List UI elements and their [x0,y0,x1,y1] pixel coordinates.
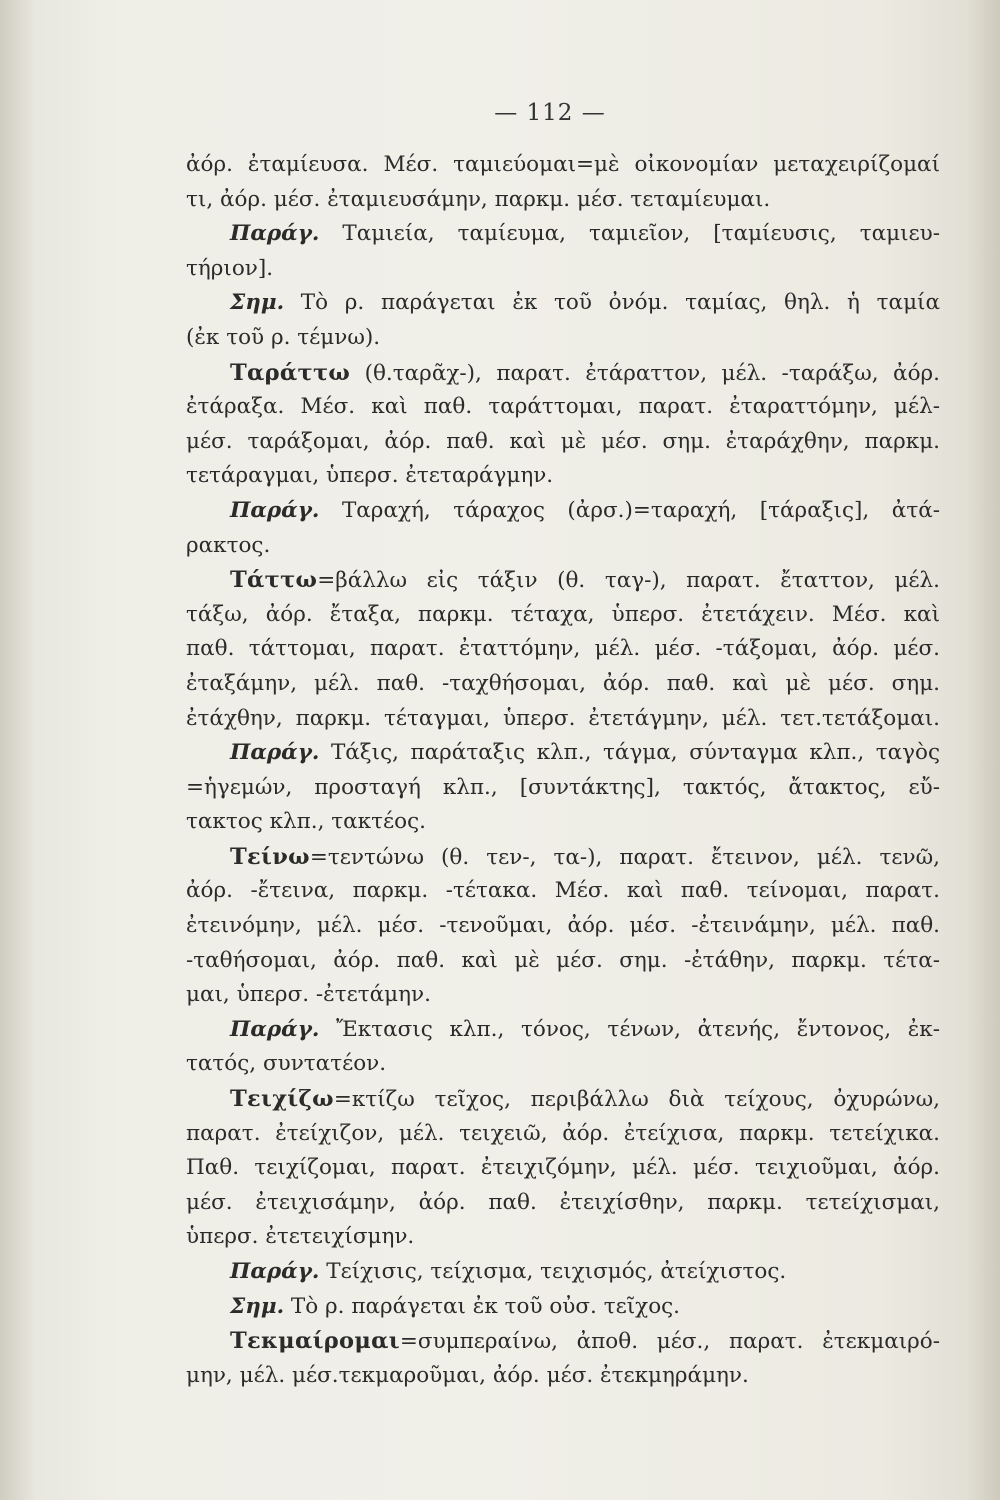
entry-headword: Τάττω [230,567,318,594]
line-text: =ἡγεμών, προσταγή κλπ., [συντάκτης], τακτός, ἄτακτος, εὔ- [186,774,940,800]
line-text: =κτίζω τεῖχος, περιβάλλω διὰ τείχους, ὀχυρώνω, [333,1087,940,1113]
text-line [186,252,940,287]
text-line [186,183,940,218]
body-text [186,148,940,1393]
section-label: Σημ. [230,290,285,316]
line-text: Ταμιεία, ταμίευμα, ταμιεῖον, [ταμίευσις, ταμιευ- [319,221,940,247]
section-label: Παράγ. [230,497,320,523]
text-line [186,736,940,771]
text-line [186,702,940,737]
line-text: ἐταξάμην, μέλ. παθ. -ταχθήσομαι, ἀόρ. παθ. καὶ μὲ μέσ. σημ. [186,670,940,696]
text-line [186,1013,940,1048]
text-line [186,356,940,391]
line-text: Τὸ ρ. παράγεται ἐκ τοῦ ὀνόμ. ταμίας, θηλ. ἡ ταμία [284,290,940,316]
line-text: Ἔκτασις κλπ., τόνος, τένων, ἀτενής, ἔντονος, ἐκ- [319,1016,940,1042]
text-line [186,598,940,633]
entry-headword: Τειχίζω [230,1086,334,1113]
entry-headword: Τείνω [230,843,310,870]
text-line [186,459,940,494]
section-label: Παράγ. [230,1259,320,1284]
text-line [186,1324,940,1359]
text-line [186,1117,940,1152]
line-text: (θ.ταρᾶχ-), παρατ. ἐτάραττον, μέλ. -ταράξω, ἀόρ. [350,360,940,386]
line-text: τετάραγμαι, ὑπερσ. ἐτεταράγμην. [186,463,554,489]
text-line [186,425,940,460]
text-line [186,217,940,252]
section-label: Παράγ. [230,1016,320,1042]
line-text: ἀόρ. -ἔτεινα, παρκμ. -τέτακα. Μέσ. καὶ παθ. τείνομαι, παρατ. [186,878,940,904]
line-text: =συμπεραίνω, ἀποθ. μέσ., παρατ. ἐτεκμαιρό- [399,1329,940,1355]
text-line [186,840,940,875]
line-text: παθ. τάττομαι, παρατ. ἐταττόμην, μέλ. μέσ. -τάξομαι, ἀόρ. μέσ. [186,636,940,662]
line-text: Τείχισις, τείχισμα, τειχισμός, ἀτείχιστος. [319,1259,787,1284]
text-line [186,909,940,944]
line-text: =βάλλω εἰς τάξιν (θ. ταγ-), παρατ. ἔταττον, μέλ. [317,568,940,594]
section-label: Παράγ. [230,740,320,766]
text-line [186,1220,940,1255]
text-line [186,1290,940,1325]
line-text: -ταθήσομαι, ἀόρ. παθ. καὶ μὲ μέσ. σημ. -ἐτάθην, παρκμ. τέτα- [186,947,940,973]
text-line [186,1359,940,1394]
line-text: (ἐκ τοῦ ρ. τέμνω). [186,324,381,350]
line-text: ρακτος. [186,532,271,558]
text-line [186,874,940,909]
text-line [186,321,940,356]
page-number: — 112 — [494,100,606,126]
entry-headword: Τεκμαίρομαι [230,1328,400,1355]
text-line [186,1082,940,1117]
page-edge-left [0,0,34,1500]
text-line [186,563,940,598]
text-line [186,944,940,979]
line-text: ἐτεινόμην, μέλ. μέσ. -τενοῦμαι, ἀόρ. μέσ. -ἐτεινάμην, μέλ. παθ. [186,913,940,939]
line-text: τήριον]. [186,255,274,281]
line-text: μέσ. ἐτειχισάμην, ἀόρ. παθ. ἐτειχίσθην, παρκμ. τετείχισμαι, [186,1189,940,1215]
line-text: ἀόρ. ἐταμίευσα. Μέσ. ταμιεύομαι=μὲ οἰκονομίαν μεταχειρίζομαί [186,152,940,177]
line-text: τάξω, ἀόρ. ἔταξα, παρκμ. τέταχα, ὑπερσ. ἐτετάχειν. Μέσ. καὶ [186,601,940,627]
section-label: Παράγ. [230,221,320,247]
line-text: παρατ. ἐτείχιζον, μέλ. τειχειῶ, ἀόρ. ἐτείχισα, παρκμ. τετείχικα. [186,1120,940,1146]
text-line [186,1255,940,1290]
line-text: ὑπερσ. ἐτετειχίσμην. [186,1224,415,1250]
text-line [186,1151,940,1186]
line-text: Ταραχή, τάραχος (ἀρσ.)=ταραχή, [τάραξις], ἀτά- [319,497,940,523]
line-text: Παθ. τειχίζομαι, παρατ. ἐτειχιζόμην, μέλ. μέσ. τειχιοῦμαι, ἀόρ. [186,1155,940,1181]
text-line [186,529,940,564]
text-line [186,494,940,529]
text-line [186,632,940,667]
text-line [186,1186,940,1221]
text-line [186,805,940,840]
line-text: μην, μέλ. μέσ.τεκμαροῦμαι, ἀόρ. μέσ. ἐτεκμηράμην. [186,1362,749,1388]
text-line [186,148,940,183]
entry-headword: Ταράττω [230,359,351,386]
line-text: ἐτάχθην, παρκμ. τέταγμαι, ὑπερσ. ἐτετάγμην, μέλ. τετ.τετάξομαι. [186,705,940,731]
line-text: Τάξις, παράταξις κλπ., τάγμα, σύνταγμα κλπ., ταγὸς [319,740,940,766]
line-text: μαι, ὑπερσ. -ἐτετάμην. [186,982,431,1008]
page-edge-right [964,0,1000,1500]
line-text: τακτος κλπ., τακτέος. [186,809,426,835]
text-line [186,771,940,806]
line-text: Τὸ ρ. παράγεται ἐκ τοῦ οὐσ. τεῖχος. [284,1293,681,1319]
line-text: =τεντώνω (θ. τεν-, τα-), παρατ. ἔτεινον, μέλ. τενῶ, [309,844,940,870]
section-label: Σημ. [230,1293,285,1319]
line-text: ἐτάραξα. Μέσ. καὶ παθ. ταράττομαι, παρατ. ἐταραττόμην, μέλ- [186,394,940,420]
text-line [186,667,940,702]
text-line [186,978,940,1013]
line-text: τατός, συντατέον. [186,1051,387,1077]
line-text: τι, ἀόρ. μέσ. ἐταμιευσάμην, παρκμ. μέσ. τεταμίευμαι. [186,186,771,212]
line-text: μέσ. ταράξομαι, ἀόρ. παθ. καὶ μὲ μέσ. σημ. ἐταράχθην, παρκμ. [186,428,940,454]
text-line [186,1047,940,1082]
text-line [186,390,940,425]
text-line [186,286,940,321]
